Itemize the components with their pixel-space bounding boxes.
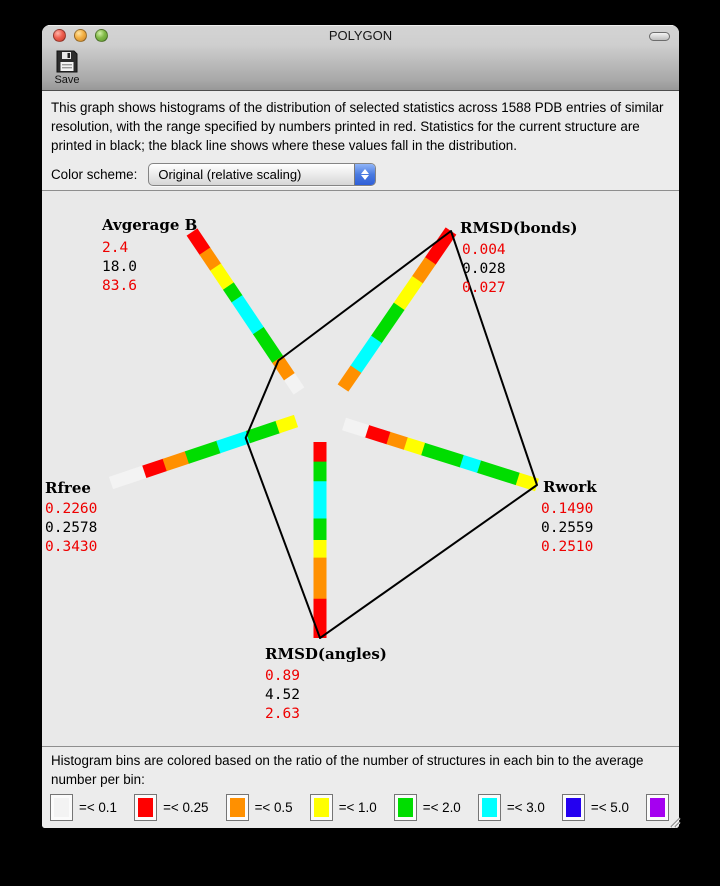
legend-label: =< 5.0	[590, 799, 629, 815]
axis-min-value: 0.1490	[541, 501, 594, 517]
histogram-arm-segment	[388, 438, 406, 444]
legend-label: =< 2.0	[422, 799, 461, 815]
histogram-arm-segment	[422, 449, 461, 461]
legend-swatch-color	[230, 798, 245, 817]
histogram-arm-segment	[478, 466, 517, 478]
axis-min-value: 0.89	[265, 668, 300, 684]
histogram-arm-segment	[517, 479, 537, 485]
color-scheme-label: Color scheme:	[51, 167, 138, 182]
legend-swatch-color	[650, 798, 665, 817]
histogram-arm-segment	[461, 461, 479, 467]
legend-swatch	[646, 794, 669, 821]
axis-min-value: 2.4	[102, 240, 129, 256]
histogram-arm-segment	[278, 421, 297, 427]
legend-item	[646, 794, 669, 821]
histogram-arm-segment	[366, 431, 388, 438]
axis-title: Avgerage B	[102, 216, 198, 234]
histogram-arm-segment	[218, 437, 248, 447]
histogram-arm-segment	[248, 427, 278, 437]
histogram-arm-segment	[187, 447, 219, 458]
color-scheme-select[interactable]	[148, 163, 376, 186]
legend-swatch	[50, 794, 73, 821]
legend-item	[50, 794, 117, 821]
plot-area	[42, 191, 679, 747]
histogram-arm-segment	[376, 306, 399, 340]
legend-item	[394, 794, 461, 821]
axis-max-value: 83.6	[102, 278, 137, 294]
polygon-chart	[42, 191, 679, 747]
histogram-arm-segment	[343, 369, 356, 388]
axis-current-value: 18.0	[102, 259, 137, 275]
axis-max-value: 0.027	[462, 280, 506, 296]
histogram-arm-segment	[344, 424, 367, 431]
dropdown-arrows-icon	[354, 164, 375, 185]
histogram-arm-segment	[399, 280, 418, 307]
histogram-arm-segment	[289, 377, 299, 391]
legend-label: =< 0.5	[254, 799, 293, 815]
histogram-arm-segment	[237, 299, 259, 331]
description-text: This graph shows histograms of the distribution of selected statistics across 1588 PDB entries of similar resolution, with the range specified by numbers printed in red. Statistics for the current structure are printed in black; the black line shows where these values fall in the distribution.	[42, 91, 679, 159]
histogram-arm-segment	[192, 232, 205, 252]
legend-swatch	[226, 794, 249, 821]
save-button[interactable]	[50, 50, 84, 86]
color-scheme-row	[42, 159, 679, 191]
legend-item	[478, 794, 545, 821]
toolbar-toggle-button[interactable]	[649, 32, 670, 41]
axis-max-value: 0.2510	[541, 539, 594, 555]
histogram-arm-segment	[430, 231, 451, 261]
axis-title: RMSD(bonds)	[460, 219, 578, 237]
legend-swatch-color	[54, 798, 69, 817]
save-button-label: Save	[54, 74, 80, 86]
legend-swatch	[310, 794, 333, 821]
histogram-arm-segment	[405, 443, 423, 449]
histogram-arm-segment	[228, 286, 237, 299]
histogram-arm-segment	[205, 251, 216, 268]
legend-item	[310, 794, 377, 821]
legend-intro-text: Histogram bins are colored based on the ratio of the number of structures in each bin to the average number per bin:	[42, 747, 679, 791]
axis-title: Rfree	[45, 479, 91, 497]
axis-min-value: 0.004	[462, 242, 506, 258]
legend-swatch	[562, 794, 585, 821]
histogram-arm-segment	[417, 261, 430, 280]
histogram-arm-segment	[258, 331, 278, 360]
save-floppy-icon	[54, 50, 80, 73]
resize-grip[interactable]	[667, 814, 681, 828]
axis-current-value: 0.028	[462, 261, 506, 277]
histogram-arm-segment	[356, 339, 377, 369]
window-title: POLYGON	[328, 28, 393, 43]
legend-item	[226, 794, 293, 821]
legend-label: =< 3.0	[506, 799, 545, 815]
window-chrome	[42, 25, 679, 91]
legend-swatch	[134, 794, 157, 821]
legend-item	[562, 794, 629, 821]
legend-row	[42, 791, 679, 828]
histogram-arm-segment	[111, 472, 145, 483]
legend-swatch-color	[314, 798, 329, 817]
axis-title: Rwork	[543, 478, 597, 496]
legend-label: =< 0.1	[79, 799, 117, 815]
legend-swatch-color	[566, 798, 581, 817]
axis-max-value: 2.63	[265, 706, 300, 722]
axis-current-value: 0.2559	[541, 520, 594, 536]
axis-title: RMSD(angles)	[265, 645, 387, 663]
legend-item	[134, 794, 208, 821]
polygon-window	[42, 25, 679, 828]
axis-min-value: 0.2260	[45, 501, 98, 517]
legend-label: =< 0.25	[163, 799, 209, 815]
legend-label: =< 1.0	[338, 799, 377, 815]
legend-swatch	[478, 794, 501, 821]
axis-current-value: 0.2578	[45, 520, 98, 536]
titlebar[interactable]	[42, 25, 679, 47]
histogram-arm-segment	[216, 267, 229, 287]
color-scheme-selected-value: Original (relative scaling)	[158, 167, 302, 182]
axis-current-value: 4.52	[265, 687, 300, 703]
legend-swatch-color	[482, 798, 497, 817]
legend-swatch-color	[138, 798, 153, 817]
histogram-arm-segment	[165, 457, 188, 465]
histogram-arm-segment	[278, 359, 290, 377]
axis-max-value: 0.3430	[45, 539, 98, 555]
histogram-arm-segment	[144, 465, 165, 472]
legend-swatch	[394, 794, 417, 821]
legend-swatch-color	[398, 798, 413, 817]
